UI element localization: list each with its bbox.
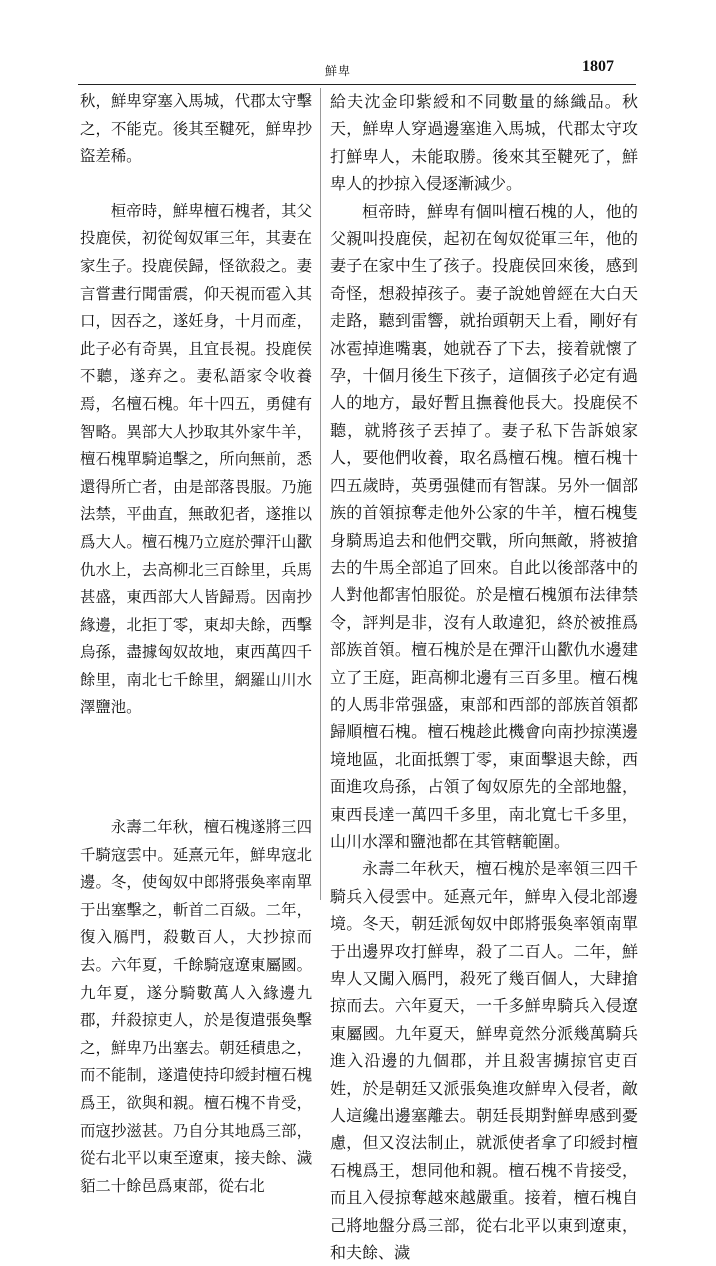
right-paragraph-2: 桓帝時，鮮卑有個叫檀石槐的人，他的父親叫投鹿侯，起初在匈奴從軍三年，他的妻子在家中生了孩子。投鹿侯回來後，感到奇怪，想殺掉孩子。妻子說她曾經在大白天走路，聽到雷響，就抬頭朝天上看，剛好有冰雹掉進嘴裏，她就吞了下去，接着就懷了孕，十個月後生下孩子，這個孩子必定有過人的地方，最好暫且撫養他長大。投鹿侯不聽，就將孩子丟掉了。妻子私下告訴娘家人，要他們收養，取名爲檀石槐。檀石槐十四五歲時，英勇强健而有智謀。另外一個部族的首領掠奪走他外公家的牛羊，檀石槐隻身騎馬追去和他們交戰，所向無敵，將被搶去的牛馬全部追了回來。自此以後部落中的人對他都害怕服從。於是檀石槐頒布法律禁令，評判是非，沒有人敢違犯，終於被推爲部族首領。檀石槐於是在彈汗山歠仇水邊建立了王庭，距高柳北邊有三百多里。檀石槐的人馬非常强盛，東部和西部的部族首領都歸順檀石槐。檀石槐趁此機會向南抄掠漢邊境地區，北面抵禦丁零，東面擊退夫餘，西面進攻烏孫，占領了匈奴原先的全部地盤，東西長達一萬四千多里，南北寬七千多里，山川水澤和鹽池都在其管轄範圍。 [330, 201, 638, 851]
right-paragraph-3: 永壽二年秋天，檀石槐於是率領三四千騎兵入侵雲中。延熹元年，鮮卑入侵北部邊境。冬天，朝廷派匈奴中郎將張奐率領南單于出邊界攻打鮮卑，殺了二百人。二年，鮮卑人又闖入鴈門，殺死了幾百個人，大肆搶掠而去。六年夏天，一千多鮮卑騎兵入侵遼東屬國。九年夏天，鮮卑竟然分派幾萬騎兵進入沿邊的九個郡，并且殺害擄掠官吏百姓，於是朝廷又派張奐進攻鮮卑入侵者，敵人這纔出邊塞離去。朝廷長期對鮮卑感到憂慮，但又沒法制止，就派使者拿了印綬封檀石槐爲王，想同他和親。檀石槐不肯接受，而且入侵掠奪越來越嚴重。接着，檀石槐自己將地盤分爲三部，從右北平以東到遼東，和夫餘、濊 [330, 859, 638, 1263]
page-header [0, 0, 716, 92]
column-divider [320, 88, 321, 900]
left-paragraph-1: 秋，鮮卑穿塞入馬城，代郡太守擊之，不能克。後其至鞬死，鮮卑抄盜差稀。 [80, 92, 312, 166]
page-number: 1807 [582, 58, 614, 75]
running-title: 鮮卑 [325, 64, 352, 78]
header-rule [78, 84, 636, 85]
left-paragraph-2: 桓帝時，鮮卑檀石槐者，其父投鹿侯，初從匈奴軍三年，其妻在家生子。投鹿侯歸，怪欲殺之。妻言嘗晝行聞雷震，仰天視而雹入其口，因吞之，遂妊身，十月而產，此子必有奇異，且宜長視。投鹿侯不聽，遂弃之。妻私語家令收養焉，名檀石槐。年十四五，勇健有智略。異部大人抄取其外家牛羊，檀石槐單騎追擊之，所向無前，悉還得所亡者，由是部落畏服。乃施法禁，平曲直，無敢犯者，遂推以爲大人。檀石槐乃立庭於彈汗山歠仇水上，去高柳北三百餘里，兵馬甚盛，東西部大人皆歸焉。因南抄緣邊，北拒丁零，東却夫餘，西擊烏孫，盡據匈奴故地，東西萬四千餘里，南北七千餘里，網羅山川水澤鹽池。 [80, 201, 312, 717]
left-column-original-text [80, 88, 312, 1200]
right-paragraph-1: 給夫沈金印紫綬和不同數量的絲織品。秋天，鮮卑人穿過邊塞進入馬城，代郡太守攻打鮮卑人，未能取勝。後來其至鞬死了，鮮卑人的抄掠入侵逐漸減少。 [330, 92, 638, 194]
left-paragraph-3: 永壽二年秋，檀石槐遂將三四千騎寇雲中。延熹元年，鮮卑寇北邊。冬，使匈奴中郎將張奐率南單于出塞擊之，斬首二百級。二年，復入鴈門，殺數百人，大抄掠而去。六年夏，千餘騎寇遼東屬國。九年夏，遂分騎數萬人入緣邊九郡，幷殺掠吏人，於是復遣張奐擊之，鮮卑乃出塞去。朝廷積患之，而不能制，遂遣使持印綬封檀石槐爲王，欲與和親。檀石槐不肯受，而寇抄滋甚。乃自分其地爲三部，從右北平以東至遼東，接夫餘、濊貊二十餘邑爲東部，從右北 [80, 818, 312, 1195]
right-column-translation [330, 88, 638, 1266]
